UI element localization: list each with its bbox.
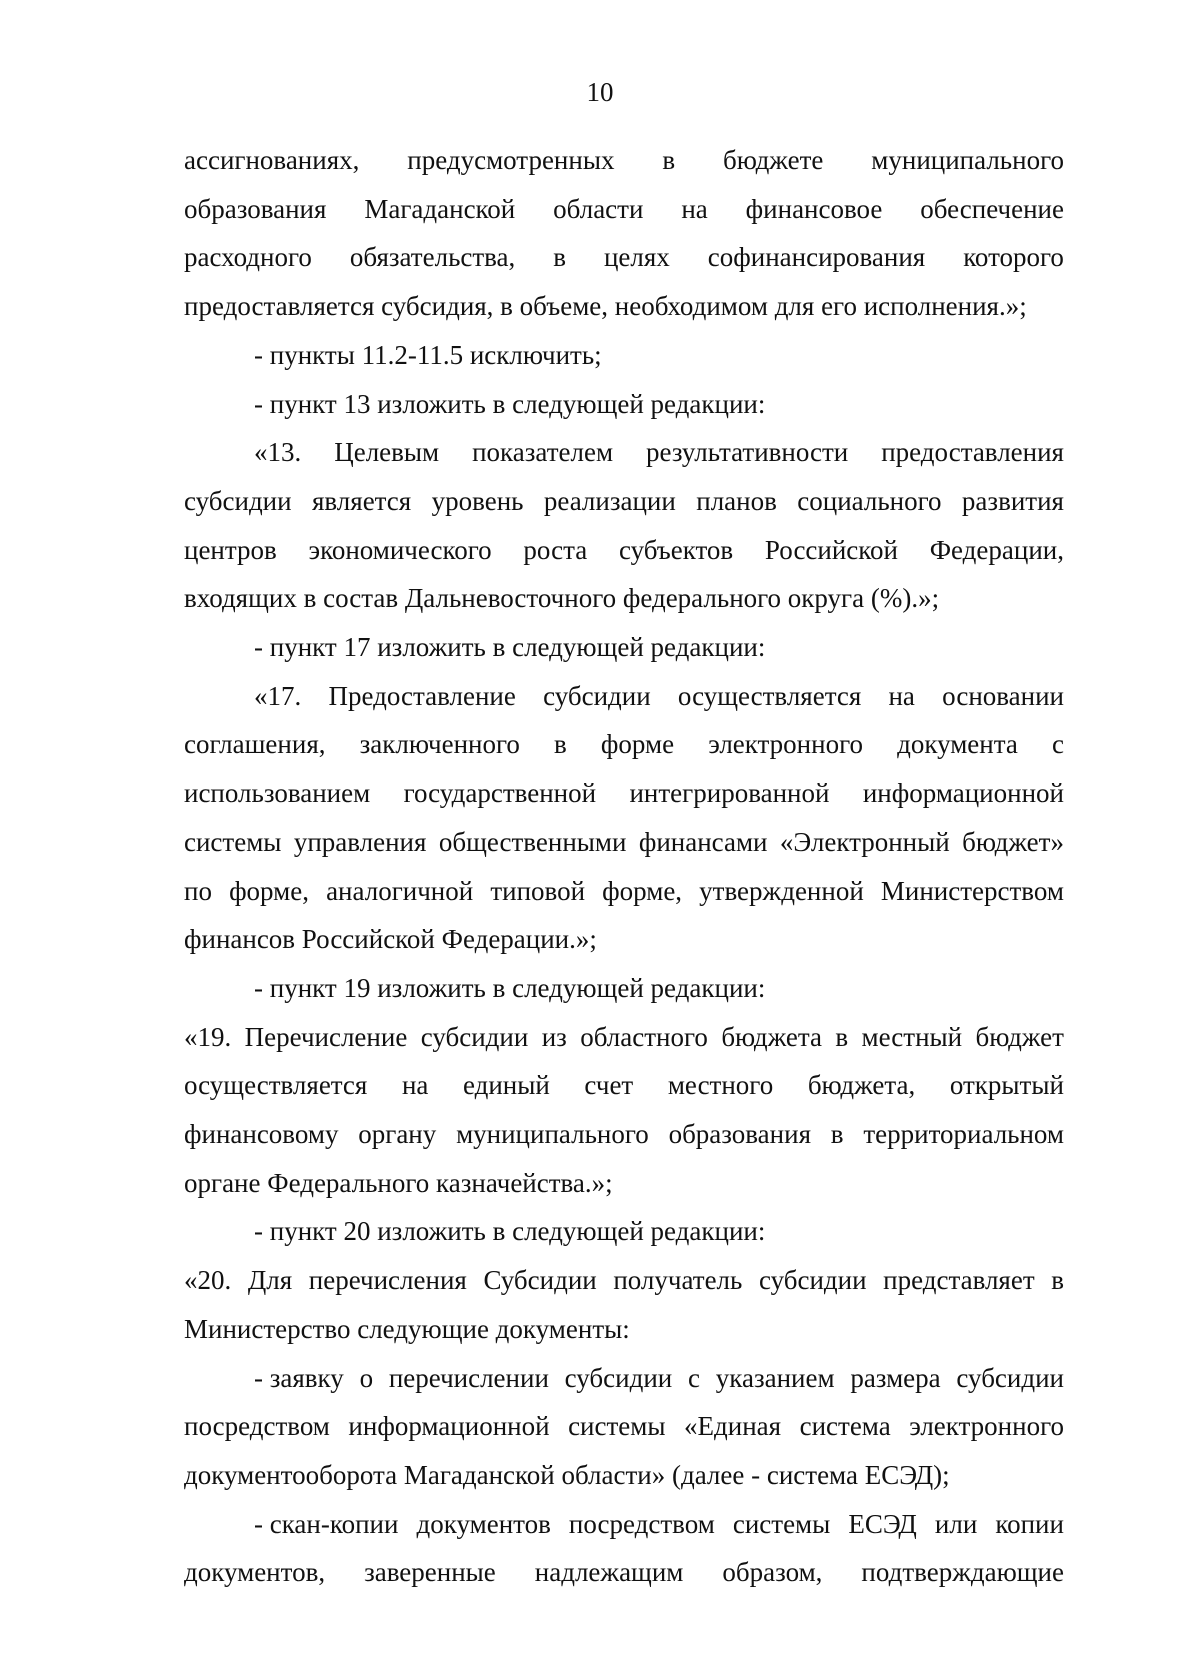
- word: ассигнованиях,: [184, 145, 360, 175]
- word: областного: [580, 1021, 708, 1052]
- word: субсидии: [564, 1362, 673, 1393]
- word: использованием: [184, 778, 371, 809]
- paragraph-item-20-text: [184, 1256, 1064, 1353]
- word: показателем: [472, 437, 614, 468]
- word: «17.: [254, 680, 302, 711]
- word: электронного: [708, 729, 863, 760]
- word: документов,: [184, 1557, 326, 1588]
- text-line: [184, 233, 1064, 282]
- text-line: [184, 136, 1064, 185]
- word: открытый: [949, 1070, 1064, 1101]
- document-body: [184, 136, 1064, 1597]
- text-line: [184, 1061, 1064, 1110]
- word: о: [359, 1362, 374, 1393]
- word: муниципального: [456, 1119, 649, 1150]
- paragraph-item-13-text: [184, 428, 1064, 623]
- word: подтверждающие: [861, 1557, 1064, 1588]
- word: единый: [462, 1070, 550, 1101]
- text-line: [184, 1013, 1064, 1062]
- word: управления: [293, 826, 427, 857]
- word: бюджете: [723, 145, 824, 175]
- word: типовой: [490, 875, 586, 906]
- text-line: предоставляется субсидия, в объеме, необходимом для его исполнения.»;: [184, 291, 1027, 322]
- word: соглашения,: [184, 729, 326, 760]
- text-line: [184, 185, 1064, 234]
- word: Российской: [764, 534, 898, 565]
- word: реализации: [543, 485, 676, 516]
- word: субсидии: [184, 485, 292, 516]
- word: образования: [184, 193, 327, 224]
- word: местный: [861, 1021, 963, 1052]
- word: «13.: [254, 437, 302, 468]
- paragraph-item-20-header: [184, 1207, 1064, 1256]
- word: роста: [523, 534, 588, 565]
- word: территориальном: [863, 1119, 1064, 1150]
- word: в: [830, 1119, 844, 1150]
- word: копии: [995, 1508, 1064, 1539]
- word: - скан-копии: [254, 1508, 399, 1539]
- paragraph-item-19-text: [184, 1013, 1064, 1208]
- word: документов: [416, 1508, 551, 1539]
- word: из: [541, 1021, 567, 1052]
- word: «Электронный: [779, 826, 950, 857]
- text-line: [184, 526, 1064, 575]
- word: Целевым: [334, 437, 440, 468]
- word: форме,: [229, 875, 309, 906]
- word: надлежащим: [534, 1557, 684, 1588]
- word: - заявку: [254, 1362, 344, 1393]
- word: посредством: [184, 1411, 330, 1442]
- word: с: [1052, 729, 1064, 760]
- word: обеспечение: [920, 193, 1064, 224]
- word: на: [681, 193, 708, 224]
- word: электронного: [909, 1411, 1064, 1442]
- word: предусмотренных: [407, 145, 615, 175]
- word: бюджета,: [807, 1070, 916, 1101]
- word: на: [401, 1070, 429, 1101]
- word: Субсидии: [483, 1265, 597, 1296]
- word: бюджет»: [962, 826, 1064, 857]
- text-line: [184, 769, 1064, 818]
- text-line: - пункт 17 изложить в следующей редакции:: [254, 632, 766, 663]
- text-line: [184, 1548, 1064, 1597]
- word: образом,: [722, 1557, 823, 1588]
- word: получатель: [613, 1265, 743, 1296]
- text-line: [184, 1500, 1064, 1549]
- word: в: [1051, 1265, 1064, 1296]
- word: указанием: [715, 1362, 835, 1393]
- word: ЕСЭД: [848, 1508, 917, 1539]
- paragraph-item-13-header: [184, 380, 1064, 429]
- word: бюджета: [721, 1021, 822, 1052]
- text-line: входящих в состав Дальневосточного федерального округа (%).»;: [184, 583, 940, 614]
- word: муниципального: [871, 145, 1064, 175]
- word: софинансирования: [707, 242, 926, 273]
- text-line: - пункт 13 изложить в следующей редакции:: [254, 388, 766, 419]
- text-line: документооборота Магаданской области» (далее - система ЕСЭД);: [184, 1459, 950, 1490]
- word: с: [688, 1362, 700, 1393]
- word: финансовому: [184, 1119, 339, 1150]
- word: «19.: [184, 1021, 232, 1052]
- word: счет: [584, 1070, 634, 1101]
- paragraph-item-17-header: [184, 623, 1064, 672]
- word: системы: [732, 1508, 831, 1539]
- word: осуществляется: [184, 1070, 368, 1101]
- word: информационной: [862, 778, 1064, 809]
- word: заключенного: [359, 729, 520, 760]
- word: общественными: [438, 826, 627, 857]
- word: Министерством: [880, 875, 1064, 906]
- word: целях: [603, 242, 670, 273]
- text-line: - пункт 19 изложить в следующей редакции:: [254, 972, 766, 1003]
- word: субсидии: [956, 1362, 1064, 1393]
- word: Федерации,: [929, 534, 1064, 565]
- word: форме,: [602, 875, 683, 906]
- word: в: [835, 1021, 849, 1052]
- text-line: [184, 1110, 1064, 1159]
- word: бюджет: [975, 1021, 1064, 1052]
- text-line: органе Федерального казначейства.»;: [184, 1167, 613, 1198]
- word: форме: [600, 729, 675, 760]
- paragraph-scan-copies-item: [184, 1500, 1064, 1597]
- word: по: [184, 875, 212, 906]
- word: местного: [667, 1070, 774, 1101]
- text-line: [184, 477, 1064, 526]
- word: субъектов: [618, 534, 734, 565]
- word: развития: [961, 485, 1064, 516]
- word: Предоставление: [328, 680, 516, 711]
- word: финансами: [638, 826, 768, 857]
- paragraph-item-19-header: [184, 964, 1064, 1013]
- word: системы: [184, 826, 282, 857]
- word: осуществляется: [677, 680, 862, 711]
- word: информационной: [348, 1411, 550, 1442]
- word: экономического: [308, 534, 492, 565]
- text-line: [184, 1354, 1064, 1403]
- word: предоставления: [881, 437, 1064, 468]
- word: обязательства,: [349, 242, 516, 273]
- paragraph-application-item: [184, 1354, 1064, 1500]
- text-line: [184, 1402, 1064, 1451]
- word: в: [662, 145, 676, 175]
- word: утвержденной: [699, 875, 864, 906]
- word: аналогичной: [326, 875, 474, 906]
- word: Магаданской: [364, 193, 516, 224]
- word: системы: [568, 1411, 666, 1442]
- page-number: 10: [586, 77, 614, 107]
- paragraph-assignments: [184, 136, 1064, 331]
- text-line: [184, 818, 1064, 867]
- word: финансовое: [745, 193, 883, 224]
- word: основании: [942, 680, 1064, 711]
- word: органу: [358, 1119, 437, 1150]
- word: в: [553, 242, 567, 273]
- word: социального: [797, 485, 942, 516]
- word: субсидии: [420, 1021, 529, 1052]
- text-line: [184, 428, 1064, 477]
- word: уровень: [431, 485, 524, 516]
- text-line: Министерство следующие документы:: [184, 1313, 630, 1344]
- word: образования: [668, 1119, 811, 1150]
- word: заверенные: [364, 1557, 496, 1588]
- word: области: [553, 193, 644, 224]
- word: Перечисление: [244, 1021, 408, 1052]
- word: «Единая: [684, 1411, 782, 1442]
- text-line: [184, 720, 1064, 769]
- word: Для: [247, 1265, 293, 1296]
- word: субсидии: [758, 1265, 867, 1296]
- word: посредством: [568, 1508, 715, 1539]
- word: в: [554, 729, 567, 760]
- text-line: финансов Российской Федерации.»;: [184, 924, 597, 955]
- word: представляет: [883, 1265, 1035, 1296]
- word: перечислении: [388, 1362, 549, 1393]
- text-line: [184, 867, 1064, 916]
- text-line: [184, 672, 1064, 721]
- text-line: [184, 1256, 1064, 1305]
- word: система: [799, 1411, 891, 1442]
- word: документа: [897, 729, 1018, 760]
- text-line: - пункты 11.2-11.5 исключить;: [254, 339, 602, 370]
- text-line: - пункт 20 изложить в следующей редакции:: [254, 1216, 766, 1247]
- word: является: [311, 485, 412, 516]
- word: государственной: [403, 778, 597, 809]
- word: размера: [850, 1362, 941, 1393]
- word: планов: [696, 485, 777, 516]
- word: расходного: [184, 242, 312, 273]
- word: результативности: [646, 437, 849, 468]
- word: перечисления: [308, 1265, 467, 1296]
- word: на: [888, 680, 915, 711]
- word: субсидии: [543, 680, 651, 711]
- word: «20.: [184, 1265, 232, 1296]
- word: которого: [963, 242, 1064, 273]
- paragraph-item-17-text: [184, 672, 1064, 964]
- word: центров: [184, 534, 277, 565]
- word: или: [934, 1508, 978, 1539]
- word: интегрированной: [629, 778, 830, 809]
- paragraph-item-11-exclude: [184, 331, 1064, 380]
